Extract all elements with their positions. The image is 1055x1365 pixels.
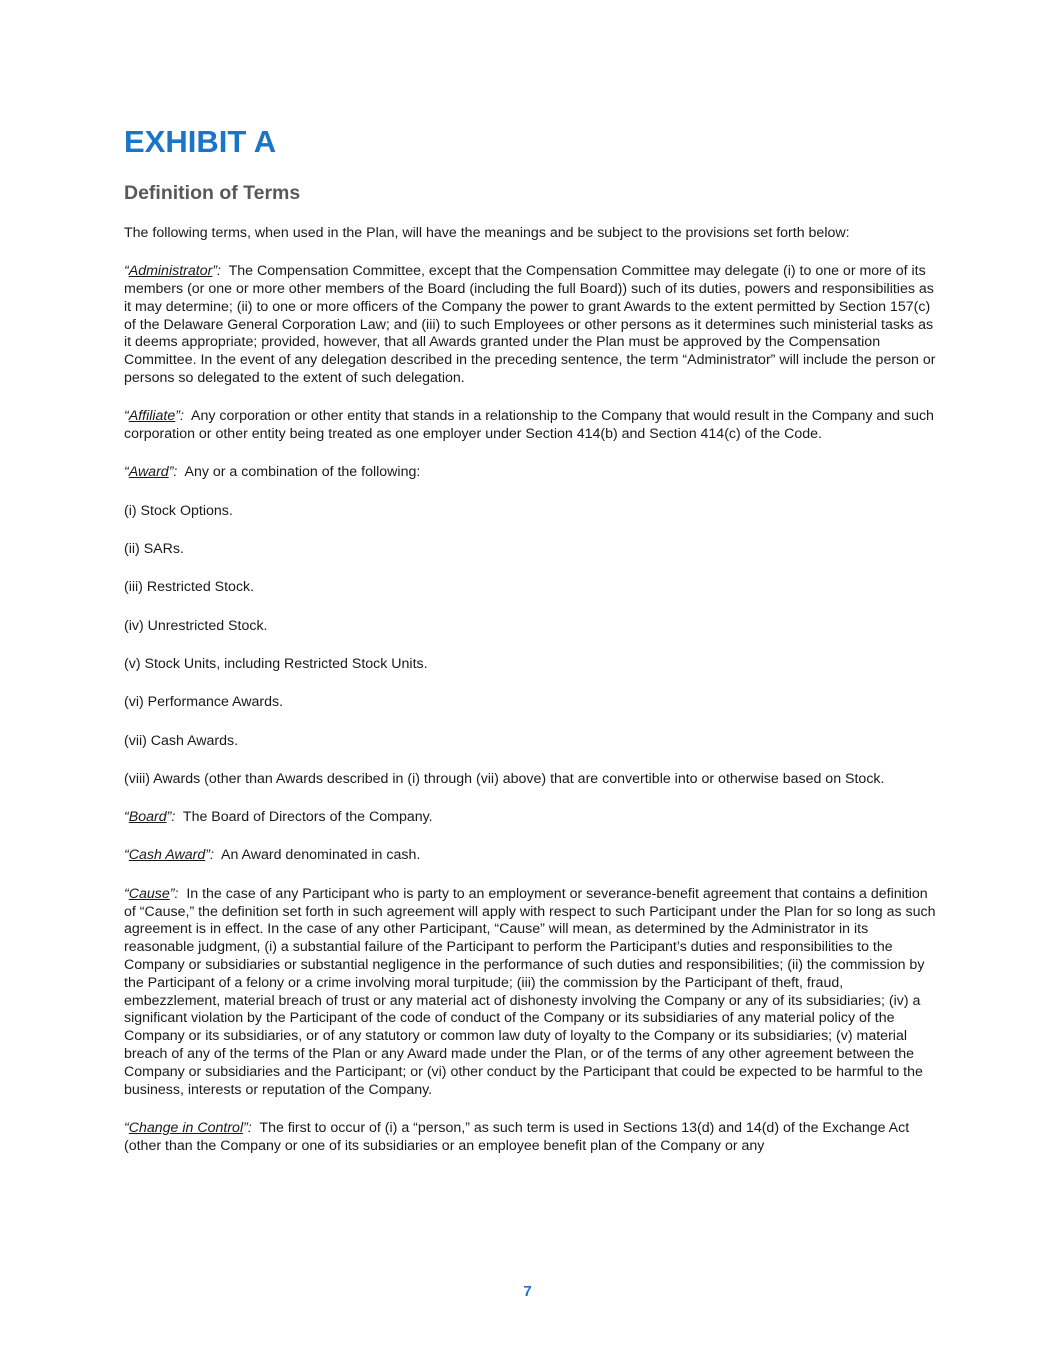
award-item: (ii) SARs. bbox=[124, 541, 184, 558]
definition-cash-award bbox=[124, 847, 936, 865]
definition-administrator-text: The Compensation Committee, except that the Compensation Committee may delegate (i) to one or more of its members (or one or more other members of the Board (including the full Board)) such of its duties, powers and responsibilities as it may determine; (ii) to one or more officers of the Company the power to grant Awards to the extent permitted by Section 157(c) of the Delaware General Corporation Law; and (iii) to such Employees or other persons as it determines such ministerial tasks as it deems appropriate; provided, however, that all Awards granted under the Plan must be approved by the Compensation Committee. In the event of any delegation described in the preceding sentence, the term “Administrator” will include the person or persons so delegated to the extent of such delegation. bbox=[124, 263, 936, 387]
award-item: (v) Stock Units, including Restricted Stock Units. bbox=[124, 655, 428, 672]
definition-affiliate bbox=[124, 408, 936, 444]
definition-change-in-control-text: The first to occur of (i) a “person,” as such term is used in Sections 13(d) and 14(d) of the Exchange Act (other than the Company or one of its subsidiaries or an employee benefit plan of the Company or any bbox=[124, 1119, 910, 1154]
definition-affiliate-text: Any corporation or other entity that stands in a relationship to the Company that would result in the Company and such corporation or other entity being treated as one employer under Section 414(b) and Section 414(c) of the Code. bbox=[124, 408, 934, 443]
document-body bbox=[124, 225, 936, 1176]
award-item: (iv) Unrestricted Stock. bbox=[124, 617, 268, 634]
intro-paragraph: The following terms, when used in the Plan, will have the meanings and be subject to the provisions set forth below: bbox=[124, 225, 850, 241]
term-affiliate: “Affiliate”: bbox=[124, 408, 184, 425]
exhibit-title: EXHIBIT A bbox=[124, 124, 277, 159]
term-administrator: “Administrator”: bbox=[124, 263, 221, 280]
definition-change-in-control bbox=[124, 1120, 936, 1156]
definition-board bbox=[124, 809, 936, 827]
term-change-in-control: “Change in Control”: bbox=[124, 1119, 252, 1136]
award-item: (vii) Cash Awards. bbox=[124, 732, 239, 749]
definition-cash-award-text: An Award denominated in cash. bbox=[221, 847, 421, 864]
award-item: (iii) Restricted Stock. bbox=[124, 579, 255, 596]
term-cause: “Cause”: bbox=[124, 885, 179, 902]
section-title: Definition of Terms bbox=[124, 182, 301, 204]
term-cash-award: “Cash Award”: bbox=[124, 847, 214, 864]
definition-administrator bbox=[124, 263, 936, 388]
definition-award bbox=[124, 464, 936, 482]
page-number: 7 bbox=[523, 1283, 532, 1300]
award-item: (viii) Awards (other than Awards described in (i) through (vii) above) that are convertible into or otherwise based on Stock. bbox=[124, 770, 885, 787]
term-award: “Award”: bbox=[124, 464, 178, 481]
definition-cause-text: In the case of any Participant who is party to an employment or severance-benefit agreement that contains a definition of “Cause,” the definition set forth in such agreement will apply with respect to such Participant under the Plan for so long as such agreement is in effect. In the case of any other Participant, “Cause” will mean, as determined by the Administrator in its reasonable judgment, (i) a substantial failure of the Participant to perform the Participant’s duties and responsibilities to the Company or subsidiaries or substantial negligence in the performance of such duties and responsibilities; (ii) the commission by the Participant of a felony or a crime involving moral turpitude; (iii) the commission by the Participant of theft, fraud, embezzlement, material breach of trust or any material act of dishonesty involving the Company or any of its subsidiaries; (iv) a significant violation by the Participant of the code of conduct of the Company or its subsidiaries of any material policy of the Company or its subsidiaries, or of any statutory or common law duty of loyalty to the Company or its subsidiaries; (v) material breach of any of the terms of the Plan or any Award made under the Plan, or of the terms of any other agreement between the Company or subsidiaries and the Participant; or (vi) other conduct by the Participant that could be expected to be harmful to the business, interests or reputation of the Company. bbox=[124, 885, 936, 1098]
term-board: “Board”: bbox=[124, 809, 176, 826]
definition-cause bbox=[124, 886, 936, 1100]
definition-award-text: Any or a combination of the following: bbox=[184, 464, 421, 481]
definition-board-text: The Board of Directors of the Company. bbox=[182, 809, 433, 826]
award-item: (vi) Performance Awards. bbox=[124, 694, 284, 711]
award-item: (i) Stock Options. bbox=[124, 502, 233, 519]
